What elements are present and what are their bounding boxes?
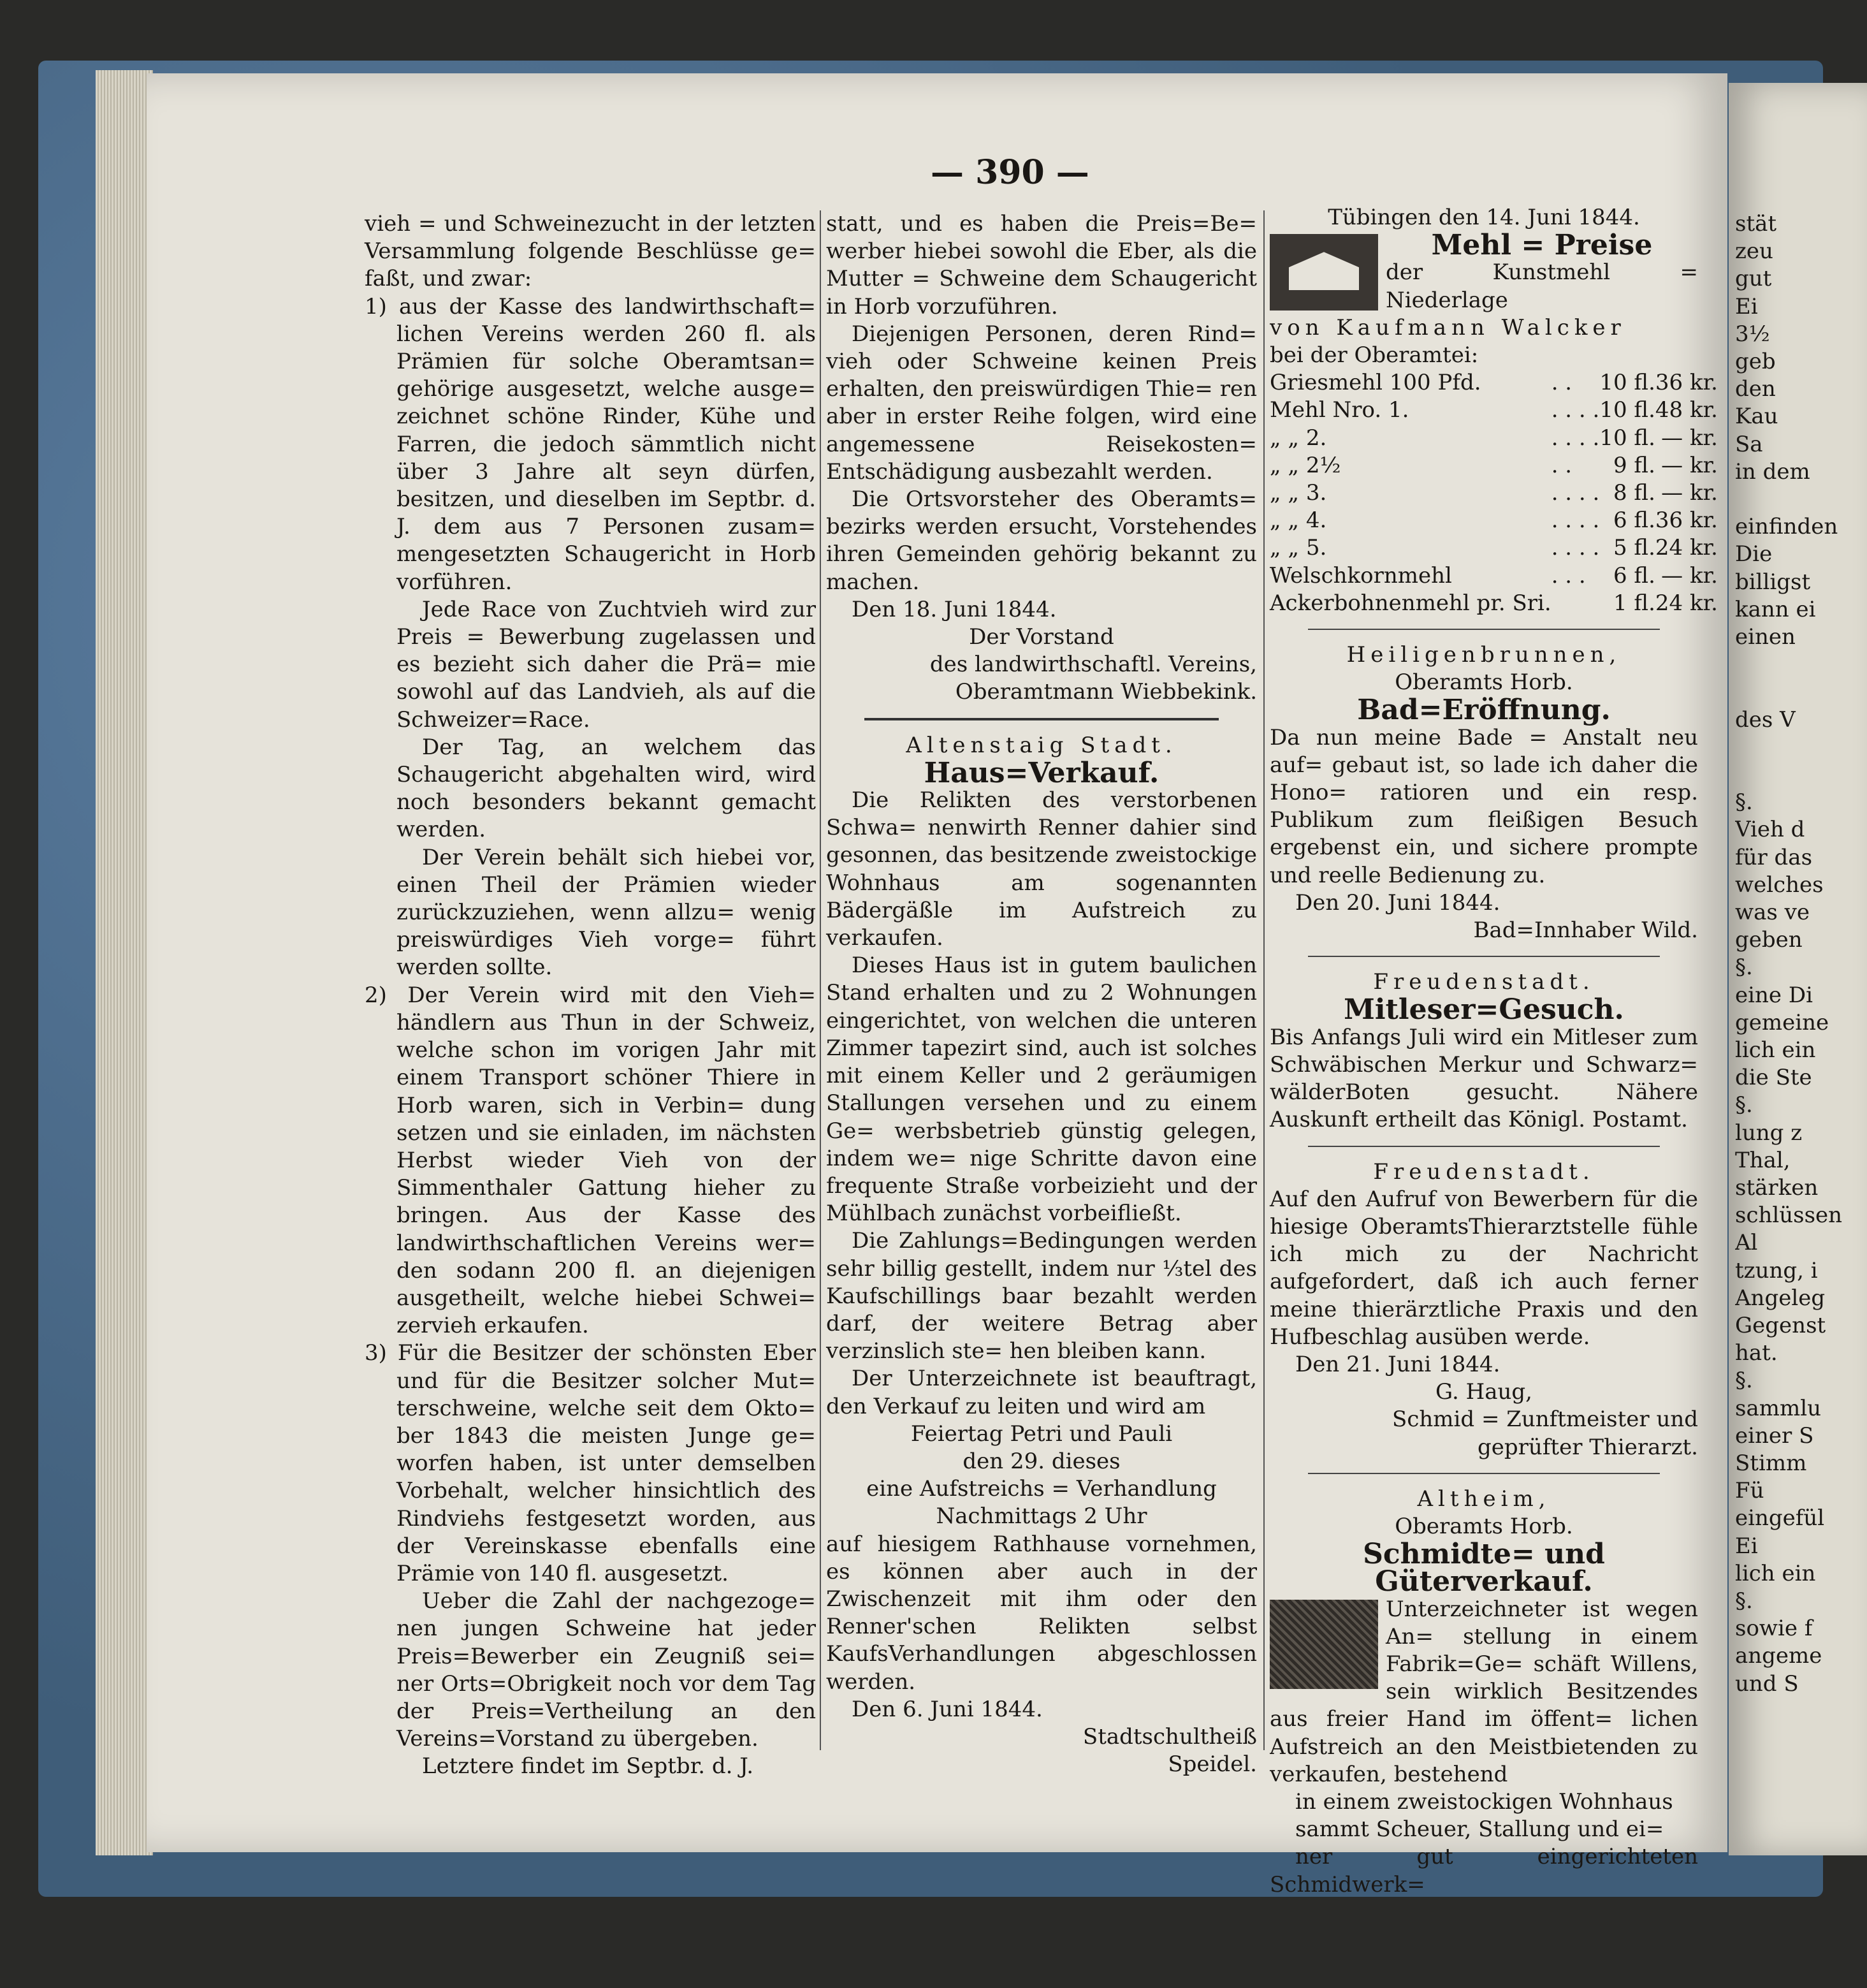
paragraph: Der Verein behält sich hiebei vor, einen Theil der Prämien wieder zurückzuziehen, wenn allzu= wenig preiswürdiges Vieh vorge= führt werden sollte. [396, 844, 816, 981]
place-heading: Altheim, [1417, 1486, 1551, 1512]
fragment-line: für das [1735, 844, 1813, 870]
fragment-line [1735, 761, 1867, 789]
paragraph: Der Tag, an welchem das Schaugericht abgehalten wird, wird noch besonders bekannt gemacht werden. [396, 734, 816, 843]
date: Den 18. Juni 1844. [852, 596, 1057, 622]
column-rule [1263, 210, 1265, 1750]
price-name: „ „ 5. [1270, 535, 1327, 561]
paragraph: 3) Für die Besitzer der schönsten Eber und für die Besitzer solcher Mut= terschweine, welche seit dem Okto= ber 1843 die meisten Junge ge= worfen haben, ist unter demselben Vorbehalt, welcher hinsichtlich des Rindviehs festgesetzt worden, aus der Vereinskasse ebenfalls eine Prämie von 140 fl. ausgesetzt. [365, 1340, 816, 1586]
price-row [1270, 507, 1718, 534]
section-divider [1308, 1146, 1660, 1147]
price-kr: 24 kr. [1655, 590, 1718, 616]
price-name: „ „ 4. [1270, 508, 1327, 534]
date: Den 6. Juni 1844. [852, 1696, 1043, 1722]
price-row [1270, 397, 1718, 424]
fragment-line: die Ste [1735, 1065, 1812, 1091]
fragment-line: eingefül [1735, 1505, 1825, 1531]
section-divider [864, 718, 1219, 720]
price-name: „ „ 2. [1270, 425, 1327, 451]
price-fl: 10 fl. [1599, 370, 1655, 396]
fragment-line: einer S [1735, 1422, 1814, 1449]
place-subheading: Oberamts Horb. [1395, 1513, 1573, 1539]
fragment-line: Ei [1735, 1533, 1758, 1559]
fragment-line [1735, 678, 1867, 706]
fragment-line: Vieh d [1735, 817, 1805, 843]
paragraph: Jede Race von Zuchtvieh wird zur Preis = Bewerbung zugelassen und es bezieht sich daher die Prä= mie sowohl auf das Landvieh, als auf die Schweizer=Race. [396, 596, 816, 733]
price-kr: — kr. [1661, 452, 1718, 478]
price-dots: . . . . [1551, 397, 1600, 423]
paragraph: Diejenigen Personen, deren Rind= vieh oder Schweine keinen Preis erhalten, den preiswürdigen Thie= ren aber in erster Reihe folgen, wird eine angemessene Reisekosten= Entschädigung ausbezahlt werden. [826, 321, 1257, 485]
paragraph: bei der Oberamtei: [1270, 342, 1479, 369]
price-name: Welschkornmehl [1270, 562, 1452, 588]
ad-title: Schmidte= und Güterverkauf. [1363, 1538, 1605, 1598]
paragraph: Der Unterzeichnete ist beauftragt, den Verkauf zu leiten und wird am [826, 1366, 1257, 1419]
fragment-line: eine Di [1735, 982, 1813, 1008]
fragment-line: §. [1735, 1588, 1753, 1614]
fragment-line: Thal, [1735, 1147, 1791, 1173]
fragment-line: und S [1735, 1670, 1799, 1697]
price-kr: 48 kr. [1655, 397, 1718, 423]
price-kr: 24 kr. [1655, 535, 1718, 561]
signature: Stadtschultheiß [1082, 1723, 1257, 1750]
paragraph: statt, und es haben die Preis=Be= werber hiebei sowohl die Eber, als die Mutter = Schweine dem Schaugericht in Horb vorzuführen. [826, 211, 1257, 319]
price-fl: 6 fl. [1613, 508, 1655, 534]
price-fl: 9 fl. [1613, 452, 1655, 478]
price-dots: . . . . [1551, 535, 1600, 561]
place-heading: Altenstaig Stadt. [906, 732, 1177, 758]
fragment-line: in dem [1735, 458, 1810, 485]
paragraph: Feiertag Petri und Pauli [910, 1421, 1173, 1447]
fragment-line: lich ein [1735, 1037, 1816, 1063]
paragraph: Bis Anfangs Juli wird ein Mitleser zum Schwäbischen Merkur und Schwarz= wälderBoten gesucht. Nähere Auskunft ertheilt das Königl. Postamt. [1270, 1024, 1698, 1133]
mill-illustration [1270, 234, 1378, 311]
paragraph: 1) aus der Kasse des landwirthschaft= lichen Vereins werden 260 fl. als Prämien für solche Oberamtsan= gehörige ausgesetzt, welche ausge= zeichnet schöne Rinder, Kühe und Farren, die jedoch sämmtlich nicht über 3 Jahre alt seyn dürfen, besitzen, und dieselben im Septbr. d. J. dem aus 7 Personen zusam= mengesetzten Schaugericht in Horb vorführen. [365, 293, 816, 595]
fragment-line: gut [1735, 266, 1772, 292]
fragment-line: sowie f [1735, 1616, 1813, 1642]
paragraph: eine Aufstreichs = Verhandlung [866, 1476, 1217, 1502]
signature: Der Vorstand [969, 624, 1114, 650]
fragment-line [1735, 486, 1867, 513]
fragment-line: Kau [1735, 404, 1778, 430]
signature: Schmid = Zunftmeister und [1392, 1407, 1698, 1433]
price-name: „ „ 2½ [1270, 452, 1341, 478]
fragment-line: sammlu [1735, 1395, 1821, 1421]
fragment-line: §. [1735, 789, 1753, 815]
fragment-line [1735, 651, 1867, 678]
fragment-line: einfinden [1735, 514, 1838, 540]
paragraph: den 29. dieses [963, 1448, 1121, 1474]
fragment-line: lich ein [1735, 1560, 1816, 1586]
paragraph: der Kunstmehl = Niederlage [1386, 259, 1698, 313]
ad-title: Mehl = Preise [1431, 231, 1653, 262]
price-kr: 36 kr. [1655, 370, 1718, 396]
ad-title: Mitleser=Gesuch. [1344, 993, 1624, 1027]
fragment-line: des V [1735, 706, 1796, 733]
section-divider [1308, 1473, 1660, 1474]
paragraph: Da nun meine Bade = Anstalt neu auf= gebaut ist, so lade ich daher die Hono= ratioren und ein resp. Publikum zum fleißigen Besuch ergebenst ein, und sichere prompte und reelle Bedienung zu. [1270, 724, 1698, 888]
fragment-line: welches [1735, 872, 1824, 898]
price-kr: — kr. [1661, 480, 1718, 506]
fragment-line: 3½ [1735, 321, 1770, 347]
fragment-line: zeu [1735, 238, 1773, 265]
price-kr: 36 kr. [1655, 508, 1718, 534]
price-dots: . . . [1551, 562, 1586, 588]
price-row [1270, 534, 1718, 562]
price-name: Mehl Nro. 1. [1270, 397, 1409, 423]
price-dots: . . . . [1551, 508, 1600, 534]
paragraph: Auf den Aufruf von Bewerbern für die hiesige OberamtsThierarztstelle fühle ich mich zu der Nachricht aufgefordert, daß ich auch ferner meine thierärztliche Praxis und den Hufbeschlag ausüben werde. [1270, 1186, 1698, 1350]
price-name: Griesmehl 100 Pfd. [1270, 370, 1481, 396]
paragraph: 2) Der Verein wird mit den Vieh= händlern aus Thun in der Schweiz, welche schon im vorigen Jahr mit einem Transport schöner Thiere in Horb waren, sich in Verbin= dung setzen und sie einladen, im nächsten Herbst wieder Vieh von der Simmenthaler Gattung hieher zu bringen. Aus der Kasse des landwirthschaftlichen Vereins wer= den sodann 200 fl. an diejenigen ausgetheilt, welche hiebei Schwei= zervieh erkaufen. [365, 982, 816, 1339]
fragment-line: was ve [1735, 900, 1810, 925]
price-fl: 8 fl. [1613, 480, 1655, 506]
signature: Speidel. [1168, 1751, 1257, 1778]
place-heading: Freudenstadt. [1373, 1158, 1595, 1185]
date: Den 21. Juni 1844. [1295, 1351, 1500, 1377]
section-divider [1308, 956, 1660, 957]
paragraph: auf hiesigem Rathhause vornehmen, es können aber auch in der Zwischenzeit mit ihm oder den Renner'schen Relikten selbst KaufsVerhandlungen abgeschlossen werden. [826, 1531, 1257, 1695]
price-dots: . . [1551, 370, 1573, 396]
fragment-line: §. [1735, 954, 1753, 981]
signature: G. Haug, [1435, 1379, 1532, 1405]
price-kr: — kr. [1661, 562, 1718, 588]
fragment-line: Fü [1735, 1478, 1764, 1504]
signature: des landwirthschaftl. Vereins, [929, 652, 1257, 678]
paragraph: von Kaufmann Walcker [1270, 314, 1626, 340]
price-fl: 10 fl. [1599, 397, 1655, 423]
fragment-line: Al [1735, 1230, 1758, 1256]
paragraph: ner gut eingerichteten Schmidwerk= [1270, 1844, 1698, 1897]
fragment-line: tzung, i [1735, 1257, 1818, 1283]
fragment-line: angeme [1735, 1643, 1822, 1669]
column-2 [826, 210, 1257, 1778]
fragment-line: Ei [1735, 293, 1758, 319]
paragraph: sammt Scheuer, Stallung und ei= [1295, 1816, 1664, 1843]
price-fl: 5 fl. [1613, 535, 1655, 561]
fragment-line: lung z [1735, 1120, 1803, 1146]
page-edges [96, 70, 153, 1855]
fragment-line: Die [1735, 541, 1773, 567]
place-heading: Freudenstadt. [1373, 969, 1595, 995]
signature: Bad=Innhaber Wild. [1473, 917, 1698, 944]
price-fl: 1 fl. [1613, 590, 1655, 616]
fragment-line: Sa [1735, 431, 1763, 457]
price-row [1270, 562, 1718, 590]
price-dots: . . . . [1551, 425, 1600, 451]
signature: Oberamtmann Wiebbekink. [955, 679, 1257, 705]
fragment-line: §. [1735, 1092, 1753, 1118]
price-fl: 6 fl. [1613, 562, 1655, 588]
column-rule [820, 210, 821, 1750]
column-3 [1270, 204, 1718, 1899]
price-dots: . . . . [1551, 480, 1600, 506]
paragraph: in einem zweistockigen Wohnhaus [1295, 1788, 1673, 1815]
price-row [1270, 369, 1718, 397]
fragment-line: gemeine [1735, 1009, 1829, 1035]
price-row [1270, 425, 1718, 452]
paragraph: Die Ortsvorsteher des Oberamts= bezirks werden ersucht, Vorstehendes ihren Gemeinden gehörig bekannt zu machen. [826, 486, 1257, 595]
paragraph: Nachmittags 2 Uhr [936, 1503, 1147, 1530]
section-divider [1308, 629, 1660, 630]
smithy-illustration [1270, 1600, 1378, 1689]
price-dots [1551, 590, 1600, 617]
price-row [1270, 479, 1718, 507]
paragraph: Ueber die Zahl der nachgezoge= nen jungen Schweine hat jeder Preis=Bewerber ein Zeugniß sei= ner Orts=Obrigkeit noch vor dem Tag der Preis=Vertheilung an den Vereins=Vorstand zu übergeben. [396, 1588, 816, 1752]
fragment-line: kann ei [1735, 596, 1816, 622]
paragraph: Die Zahlungs=Bedingungen werden sehr billig gestellt, indem nur ⅓tel des Kaufschillings baar bezahlt werden darf, der weitere Betrag aber verzinslich ste= hen bleiben kann. [826, 1228, 1257, 1364]
fragment-line [1735, 734, 1867, 761]
fragment-line: geben [1735, 927, 1803, 953]
ad-title: Haus=Verkauf. [924, 756, 1159, 789]
dateline: Tübingen den 14. Juni 1844. [1328, 205, 1640, 230]
price-name: „ „ 3. [1270, 480, 1327, 506]
price-fl: 10 fl. [1599, 425, 1655, 451]
page-number: — 390 — [931, 153, 1089, 192]
fragment-line: Gegenst [1735, 1313, 1826, 1339]
price-name: Ackerbohnenmehl pr. Sri. [1270, 590, 1551, 616]
price-dots: . . [1551, 452, 1573, 478]
fragment-line: Angeleg [1735, 1285, 1826, 1311]
fragment-line: stärken [1735, 1175, 1819, 1201]
paragraph: Dieses Haus ist in gutem baulichen Stand erhalten und zu 2 Wohnungen eingerichtet, von welchen die unteren Zimmer tapezirt sind, auch ist solches mit einem Keller und 2 geräumigen Stallungen versehen und zu einem Ge= werbsbetrieb günstig gelegen, indem we= nige Schritte davon eine frequente Straße vorbeizieht und der Mühlbach zunächst vorbeifließt. [826, 953, 1257, 1227]
column-4-facing [1735, 210, 1867, 1698]
paragraph: vieh = und Schweinezucht in der letzten Versammlung folgende Beschlüsse ge= faßt, und zwar: [365, 211, 816, 292]
ad-title: Bad=Eröffnung. [1357, 694, 1611, 727]
fragment-line: schlüssen [1735, 1202, 1843, 1229]
price-row [1270, 452, 1718, 479]
fragment-line: stät [1735, 211, 1777, 237]
fragment-line: hat. [1735, 1340, 1778, 1366]
paragraph: Unterzeichneter ist wegen An= stellung in einem Fabrik=Ge= schäft Willens, sein wirklich Besitzendes aus freier Hand im öffent= lichen Aufstreich an den Meistbietenden zu verkaufen, bestehend [1270, 1596, 1698, 1787]
fragment-line: billigst [1735, 569, 1811, 595]
price-row [1270, 590, 1718, 617]
paragraph: Letztere findet im Septbr. d. J. [422, 1753, 754, 1780]
fragment-line: einen [1735, 624, 1796, 650]
column-1 [365, 210, 816, 1781]
fragment-line: §. [1735, 1368, 1753, 1394]
date: Den 20. Juni 1844. [1295, 889, 1500, 916]
signature: geprüfter Thierarzt. [1478, 1434, 1698, 1460]
price-kr: — kr. [1661, 425, 1718, 451]
fragment-line: Stimm [1735, 1451, 1807, 1477]
price-table [1270, 369, 1718, 617]
place-subheading: Oberamts Horb. [1395, 669, 1573, 696]
fragment-line: geb [1735, 349, 1776, 375]
fragment-line: den [1735, 376, 1776, 402]
place-heading: Heiligenbrunnen, [1346, 642, 1622, 668]
paragraph: Die Relikten des verstorbenen Schwa= nenwirth Renner dahier sind gesonnen, das besitzende zweistockige Wohnhaus am sogenannten Bädergäßle im Aufstreich zu verkaufen. [826, 787, 1258, 951]
